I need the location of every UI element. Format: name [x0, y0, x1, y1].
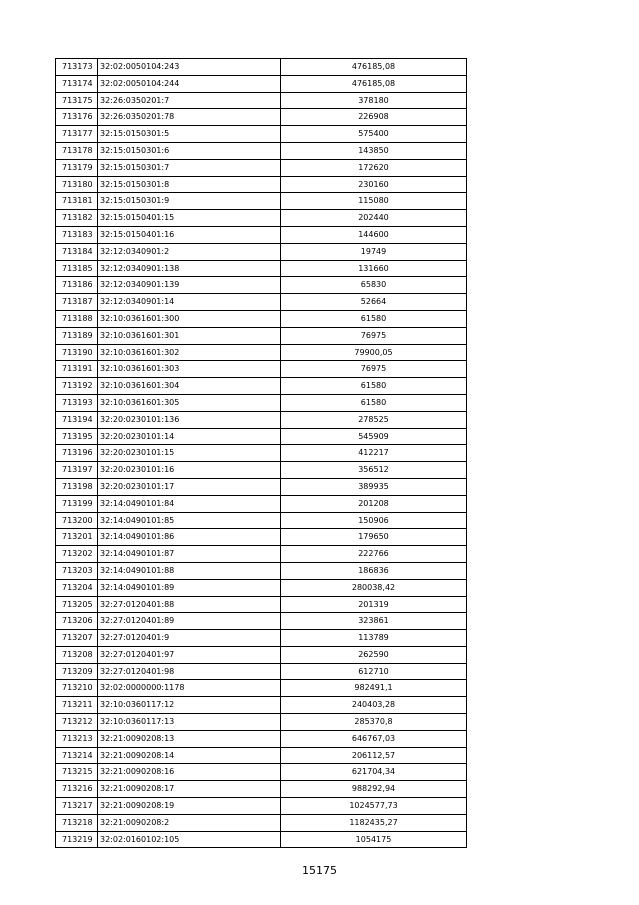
table-row	[56, 361, 467, 378]
table-row	[56, 613, 467, 630]
table-row	[56, 478, 467, 495]
table-row	[56, 646, 467, 663]
table-row	[56, 630, 467, 647]
cadastral-number-cell: 32:02:0000000:1178	[98, 680, 281, 697]
table-row	[56, 59, 467, 76]
cadastral-value-cell: 1054175	[281, 831, 467, 848]
cadastral-value-cell: 65830	[281, 277, 467, 294]
cadastral-number-cell: 32:21:0090208:2	[98, 814, 281, 831]
cadastral-number-cell: 32:02:0160102:105	[98, 831, 281, 848]
cadastral-value-cell: 79900,05	[281, 344, 467, 361]
row-number-cell: 713209	[56, 663, 98, 680]
cadastral-number-cell: 32:10:0361601:305	[98, 394, 281, 411]
row-number-cell: 713173	[56, 59, 98, 76]
table-row	[56, 764, 467, 781]
table-row	[56, 243, 467, 260]
table-row	[56, 546, 467, 563]
cadastral-value-cell: 982491,1	[281, 680, 467, 697]
table-row	[56, 512, 467, 529]
cadastral-value-cell: 389935	[281, 478, 467, 495]
cadastral-number-cell: 32:27:0120401:98	[98, 663, 281, 680]
row-number-cell: 713185	[56, 260, 98, 277]
cadastral-number-cell: 32:10:0360117:12	[98, 697, 281, 714]
row-number-cell: 713177	[56, 126, 98, 143]
cadastral-value-cell: 575400	[281, 126, 467, 143]
table-row	[56, 277, 467, 294]
row-number-cell: 713182	[56, 210, 98, 227]
table-row	[56, 495, 467, 512]
cadastral-number-cell: 32:12:0340901:138	[98, 260, 281, 277]
cadastral-value-cell: 202440	[281, 210, 467, 227]
table-row	[56, 344, 467, 361]
cadastral-value-cell: 61580	[281, 310, 467, 327]
row-number-cell: 713207	[56, 630, 98, 647]
row-number-cell: 713217	[56, 798, 98, 815]
cadastral-number-cell: 32:15:0150301:5	[98, 126, 281, 143]
cadastral-value-cell: 356512	[281, 462, 467, 479]
table-row	[56, 310, 467, 327]
row-number-cell: 713179	[56, 159, 98, 176]
cadastral-number-cell: 32:12:0340901:139	[98, 277, 281, 294]
table-row	[56, 176, 467, 193]
row-number-cell: 713191	[56, 361, 98, 378]
row-number-cell: 713175	[56, 92, 98, 109]
cadastral-number-cell: 32:15:0150301:7	[98, 159, 281, 176]
cadastral-value-cell: 52664	[281, 294, 467, 311]
row-number-cell: 713192	[56, 378, 98, 395]
row-number-cell: 713174	[56, 75, 98, 92]
row-number-cell: 713208	[56, 646, 98, 663]
cadastral-number-cell: 32:27:0120401:97	[98, 646, 281, 663]
cadastral-number-cell: 32:15:0150301:6	[98, 142, 281, 159]
cadastral-value-cell: 988292,94	[281, 781, 467, 798]
table-row	[56, 142, 467, 159]
cadastral-number-cell: 32:27:0120401:9	[98, 630, 281, 647]
cadastral-number-cell: 32:12:0340901:2	[98, 243, 281, 260]
table-row	[56, 697, 467, 714]
cadastral-number-cell: 32:14:0490101:88	[98, 562, 281, 579]
cadastral-number-cell: 32:10:0360117:13	[98, 714, 281, 731]
row-number-cell: 713184	[56, 243, 98, 260]
cadastral-value-cell: 280038,42	[281, 579, 467, 596]
row-number-cell: 713216	[56, 781, 98, 798]
cadastral-number-cell: 32:21:0090208:17	[98, 781, 281, 798]
cadastral-value-cell: 150906	[281, 512, 467, 529]
row-number-cell: 713199	[56, 495, 98, 512]
cadastral-number-cell: 32:10:0361601:303	[98, 361, 281, 378]
cadastral-value-cell: 240403,28	[281, 697, 467, 714]
row-number-cell: 713176	[56, 109, 98, 126]
table-row	[56, 714, 467, 731]
table-row	[56, 294, 467, 311]
table-row	[56, 260, 467, 277]
cadastral-number-cell: 32:15:0150401:16	[98, 226, 281, 243]
row-number-cell: 713198	[56, 478, 98, 495]
table-row	[56, 462, 467, 479]
row-number-cell: 713203	[56, 562, 98, 579]
cadastral-number-cell: 32:21:0090208:16	[98, 764, 281, 781]
row-number-cell: 713213	[56, 730, 98, 747]
cadastral-value-cell: 61580	[281, 394, 467, 411]
cadastral-value-cell: 412217	[281, 445, 467, 462]
row-number-cell: 713211	[56, 697, 98, 714]
table-row	[56, 579, 467, 596]
cadastral-value-cell: 646767,03	[281, 730, 467, 747]
cadastral-number-cell: 32:20:0230101:16	[98, 462, 281, 479]
row-number-cell: 713190	[56, 344, 98, 361]
cadastral-number-cell: 32:15:0150301:8	[98, 176, 281, 193]
table-row	[56, 92, 467, 109]
cadastral-value-cell: 61580	[281, 378, 467, 395]
cadastral-number-cell: 32:14:0490101:89	[98, 579, 281, 596]
row-number-cell: 713183	[56, 226, 98, 243]
cadastral-value-cell: 476185,08	[281, 75, 467, 92]
table-row	[56, 327, 467, 344]
cadastral-value-cell: 143850	[281, 142, 467, 159]
table-body	[56, 59, 467, 848]
cadastral-number-cell: 32:02:0050104:244	[98, 75, 281, 92]
table-row	[56, 210, 467, 227]
cadastral-value-cell: 172620	[281, 159, 467, 176]
row-number-cell: 713215	[56, 764, 98, 781]
cadastral-number-cell: 32:15:0150301:9	[98, 193, 281, 210]
cadastral-value-cell: 285370,8	[281, 714, 467, 731]
table-row	[56, 529, 467, 546]
row-number-cell: 713188	[56, 310, 98, 327]
cadastral-number-cell: 32:14:0490101:84	[98, 495, 281, 512]
cadastral-value-cell: 113789	[281, 630, 467, 647]
table-row	[56, 75, 467, 92]
row-number-cell: 713196	[56, 445, 98, 462]
cadastral-value-cell: 201208	[281, 495, 467, 512]
cadastral-number-cell: 32:20:0230101:14	[98, 428, 281, 445]
cadastral-number-cell: 32:21:0090208:19	[98, 798, 281, 815]
row-number-cell: 713189	[56, 327, 98, 344]
table-row	[56, 747, 467, 764]
cadastral-number-cell: 32:20:0230101:15	[98, 445, 281, 462]
cadastral-value-cell: 206112,57	[281, 747, 467, 764]
cadastral-number-cell: 32:15:0150401:15	[98, 210, 281, 227]
row-number-cell: 713214	[56, 747, 98, 764]
row-number-cell: 713181	[56, 193, 98, 210]
cadastral-value-cell: 115080	[281, 193, 467, 210]
row-number-cell: 713218	[56, 814, 98, 831]
table-row	[56, 596, 467, 613]
table-row	[56, 680, 467, 697]
cadastral-number-cell: 32:20:0230101:136	[98, 411, 281, 428]
cadastral-value-cell: 19749	[281, 243, 467, 260]
row-number-cell: 713180	[56, 176, 98, 193]
row-number-cell: 713197	[56, 462, 98, 479]
row-number-cell: 713178	[56, 142, 98, 159]
cadastral-value-cell: 230160	[281, 176, 467, 193]
cadastral-value-cell: 612710	[281, 663, 467, 680]
cadastral-number-cell: 32:26:0350201:78	[98, 109, 281, 126]
table-row	[56, 378, 467, 395]
table-row	[56, 159, 467, 176]
cadastral-number-cell: 32:10:0361601:300	[98, 310, 281, 327]
row-number-cell: 713195	[56, 428, 98, 445]
table-row	[56, 663, 467, 680]
cadastral-number-cell: 32:14:0490101:85	[98, 512, 281, 529]
table-row	[56, 394, 467, 411]
cadastral-number-cell: 32:10:0361601:304	[98, 378, 281, 395]
table-row	[56, 814, 467, 831]
table-row	[56, 193, 467, 210]
table-row	[56, 831, 467, 848]
cadastral-value-cell: 1182435,27	[281, 814, 467, 831]
table-row	[56, 126, 467, 143]
table-row	[56, 798, 467, 815]
cadastral-value-cell: 262590	[281, 646, 467, 663]
cadastral-number-cell: 32:10:0361601:302	[98, 344, 281, 361]
table-row	[56, 428, 467, 445]
cadastral-value-cell: 545909	[281, 428, 467, 445]
row-number-cell: 713212	[56, 714, 98, 731]
cadastral-number-cell: 32:14:0490101:86	[98, 529, 281, 546]
cadastral-number-cell: 32:21:0090208:13	[98, 730, 281, 747]
cadastral-value-cell: 131660	[281, 260, 467, 277]
cadastral-value-cell: 76975	[281, 361, 467, 378]
table-row	[56, 109, 467, 126]
cadastral-value-cell: 144600	[281, 226, 467, 243]
table-row	[56, 226, 467, 243]
table-row	[56, 411, 467, 428]
cadastral-number-cell: 32:10:0361601:301	[98, 327, 281, 344]
row-number-cell: 713194	[56, 411, 98, 428]
cadastral-number-cell: 32:27:0120401:89	[98, 613, 281, 630]
cadastral-value-cell: 278525	[281, 411, 467, 428]
row-number-cell: 713186	[56, 277, 98, 294]
row-number-cell: 713210	[56, 680, 98, 697]
cadastral-number-cell: 32:26:0350201:7	[98, 92, 281, 109]
cadastral-number-cell: 32:12:0340901:14	[98, 294, 281, 311]
row-number-cell: 713200	[56, 512, 98, 529]
row-number-cell: 713206	[56, 613, 98, 630]
cadastral-number-cell: 32:02:0050104:243	[98, 59, 281, 76]
cadastral-value-cell: 621704,34	[281, 764, 467, 781]
row-number-cell: 713202	[56, 546, 98, 563]
row-number-cell: 713193	[56, 394, 98, 411]
cadastral-number-cell: 32:20:0230101:17	[98, 478, 281, 495]
row-number-cell: 713187	[56, 294, 98, 311]
row-number-cell: 713201	[56, 529, 98, 546]
cadastral-value-cell: 76975	[281, 327, 467, 344]
cadastral-value-cell: 201319	[281, 596, 467, 613]
cadastral-number-cell: 32:21:0090208:14	[98, 747, 281, 764]
row-number-cell: 713205	[56, 596, 98, 613]
cadastral-value-cell: 378180	[281, 92, 467, 109]
table-row	[56, 781, 467, 798]
cadastral-value-cell: 226908	[281, 109, 467, 126]
cadastral-number-cell: 32:14:0490101:87	[98, 546, 281, 563]
page-number: 15175	[302, 864, 337, 877]
cadastral-value-cell: 323861	[281, 613, 467, 630]
cadastral-value-table	[55, 58, 467, 848]
cadastral-value-cell: 1024577,73	[281, 798, 467, 815]
cadastral-value-cell: 179650	[281, 529, 467, 546]
table-row	[56, 445, 467, 462]
row-number-cell: 713204	[56, 579, 98, 596]
table-row	[56, 562, 467, 579]
row-number-cell: 713219	[56, 831, 98, 848]
cadastral-value-cell: 476185,08	[281, 59, 467, 76]
cadastral-value-cell: 222766	[281, 546, 467, 563]
cadastral-value-cell: 186836	[281, 562, 467, 579]
table-row	[56, 730, 467, 747]
cadastral-number-cell: 32:27:0120401:88	[98, 596, 281, 613]
